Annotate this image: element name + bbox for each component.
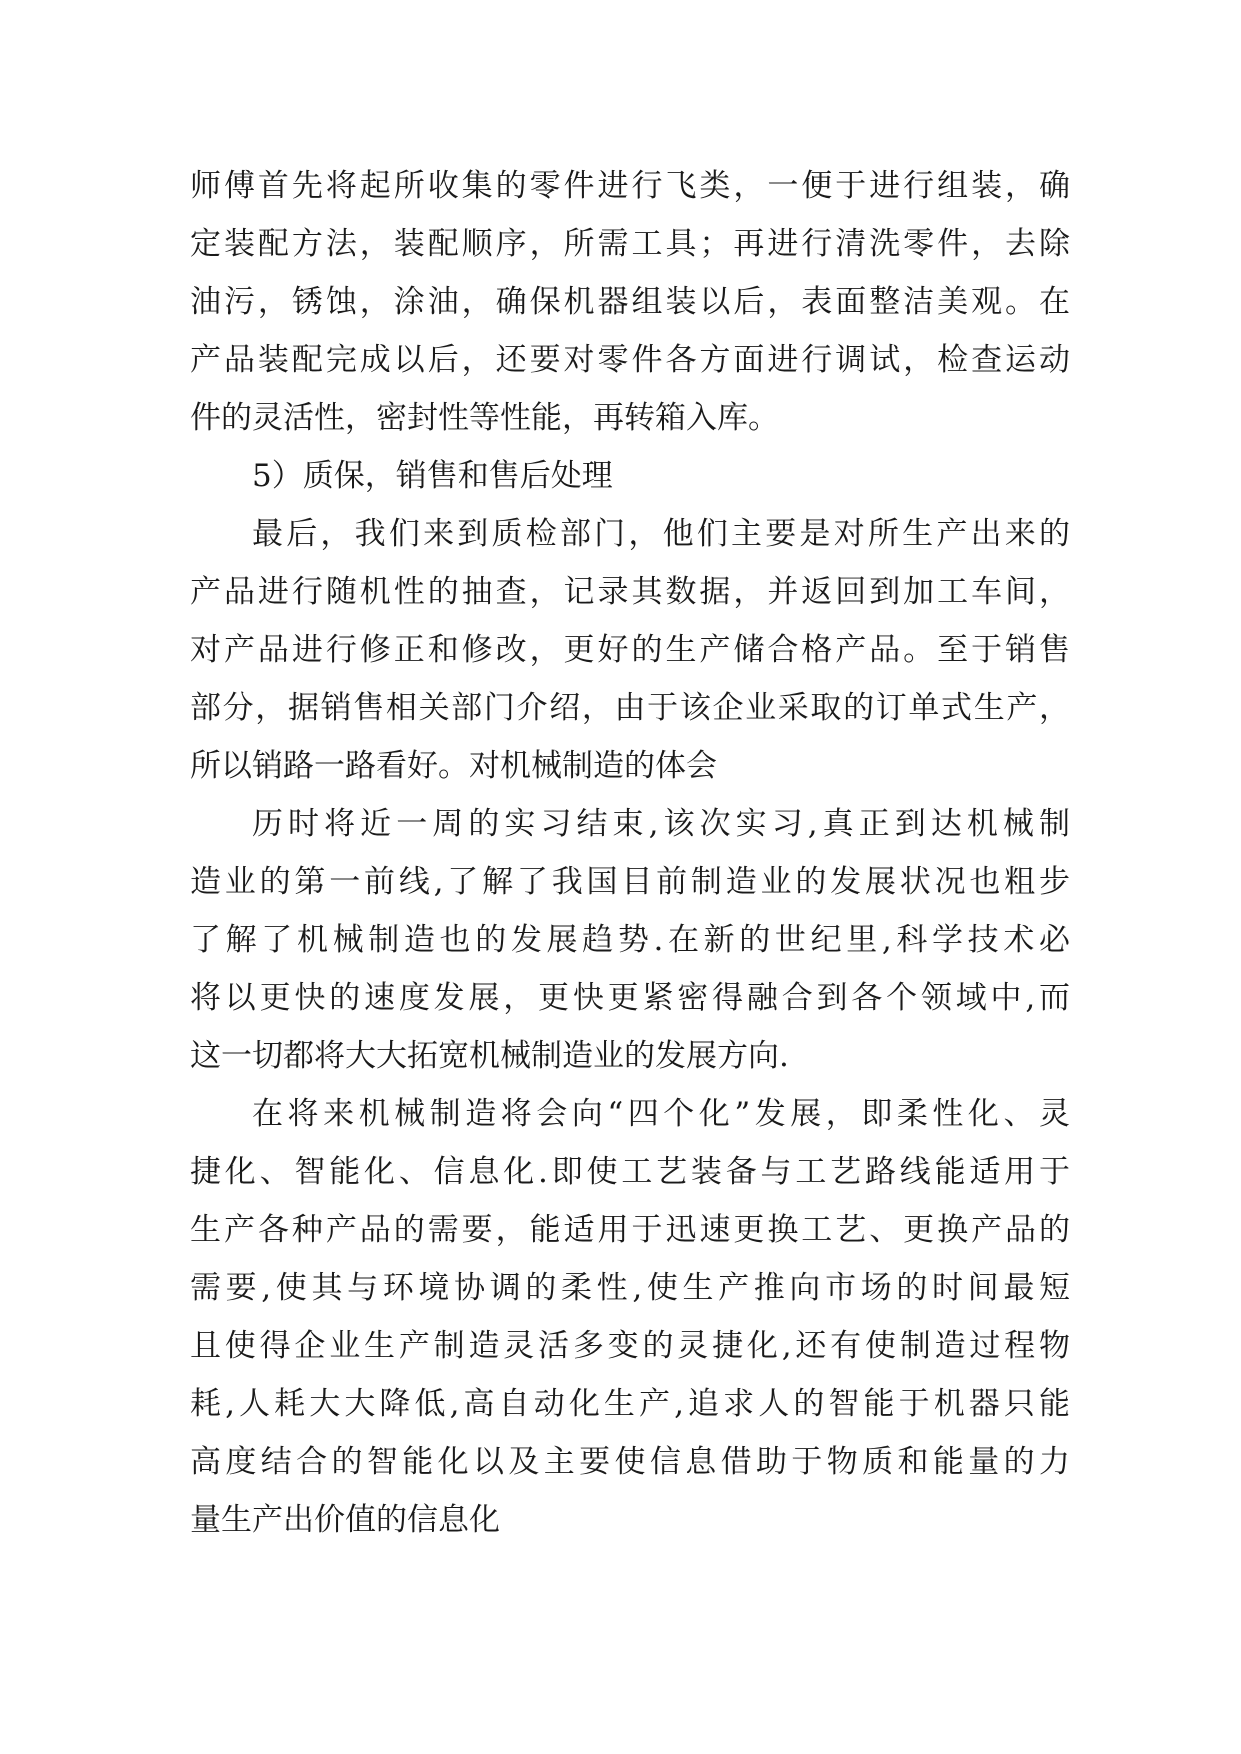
text-line: 部分，据销售相关部门介绍，由于该企业采取的订单式生产， [190, 690, 1070, 726]
paragraph-internship-summary [190, 795, 1070, 1085]
text-line: 所以销路一路看好。对机械制造的体会 [190, 748, 717, 784]
text-line: 历时将近一周的实习结束,该次实习,真正到达机械制 [252, 806, 1070, 842]
text-line: 件的灵活性，密封性等性能，再转箱入库。 [190, 400, 779, 436]
text-line: 量生产出价值的信息化 [190, 1502, 500, 1538]
text-line: 生产各种产品的需要，能适用于迅速更换工艺、更换产品的 [190, 1212, 1070, 1248]
text-line: 了解了机械制造也的发展趋势.在新的世纪里,科学技术必 [190, 922, 1070, 958]
section-heading-quality-sales [190, 447, 1070, 505]
paragraph-assembly [190, 157, 1070, 447]
text-line: 这一切都将大大拓宽机械制造业的发展方向. [190, 1038, 789, 1074]
section-heading: 5）质保，销售和售后处理 [252, 458, 613, 494]
text-line: 且使得企业生产制造灵活多变的灵捷化,还有使制造过程物 [190, 1328, 1070, 1364]
text-line: 师傅首先将起所收集的零件进行飞类，一便于进行组装，确 [190, 168, 1070, 204]
text-line: 需要,使其与环境协调的柔性,使生产推向市场的时间最短 [190, 1270, 1070, 1306]
paragraph-future-development [190, 1085, 1070, 1549]
text-line: 高度结合的智能化以及主要使信息借助于物质和能量的力 [190, 1444, 1070, 1480]
text-line: 对产品进行修正和修改，更好的生产储合格产品。至于销售 [190, 632, 1070, 668]
text-line: 将以更快的速度发展，更快更紧密得融合到各个领域中,而 [190, 980, 1070, 1016]
document-body [190, 157, 1070, 1549]
text-line: 造业的第一前线,了解了我国目前制造业的发展状况也粗步 [190, 864, 1070, 900]
text-line: 油污，锈蚀，涂油，确保机器组装以后，表面整洁美观。在 [190, 284, 1070, 320]
text-line: 定装配方法，装配顺序，所需工具；再进行清洗零件，去除 [190, 226, 1070, 262]
text-line: 捷化、智能化、信息化.即使工艺装备与工艺路线能适用于 [190, 1154, 1070, 1190]
text-line: 产品装配完成以后，还要对零件各方面进行调试，检查运动 [190, 342, 1070, 378]
paragraph-quality-inspection [190, 505, 1070, 795]
text-line: 最后，我们来到质检部门，他们主要是对所生产出来的 [252, 516, 1070, 552]
text-line: 在将来机械制造将会向“四个化”发展，即柔性化、灵 [252, 1096, 1070, 1132]
text-line: 耗,人耗大大降低,高自动化生产,追求人的智能于机器只能 [190, 1386, 1070, 1422]
text-line: 产品进行随机性的抽查，记录其数据，并返回到加工车间， [190, 574, 1070, 610]
